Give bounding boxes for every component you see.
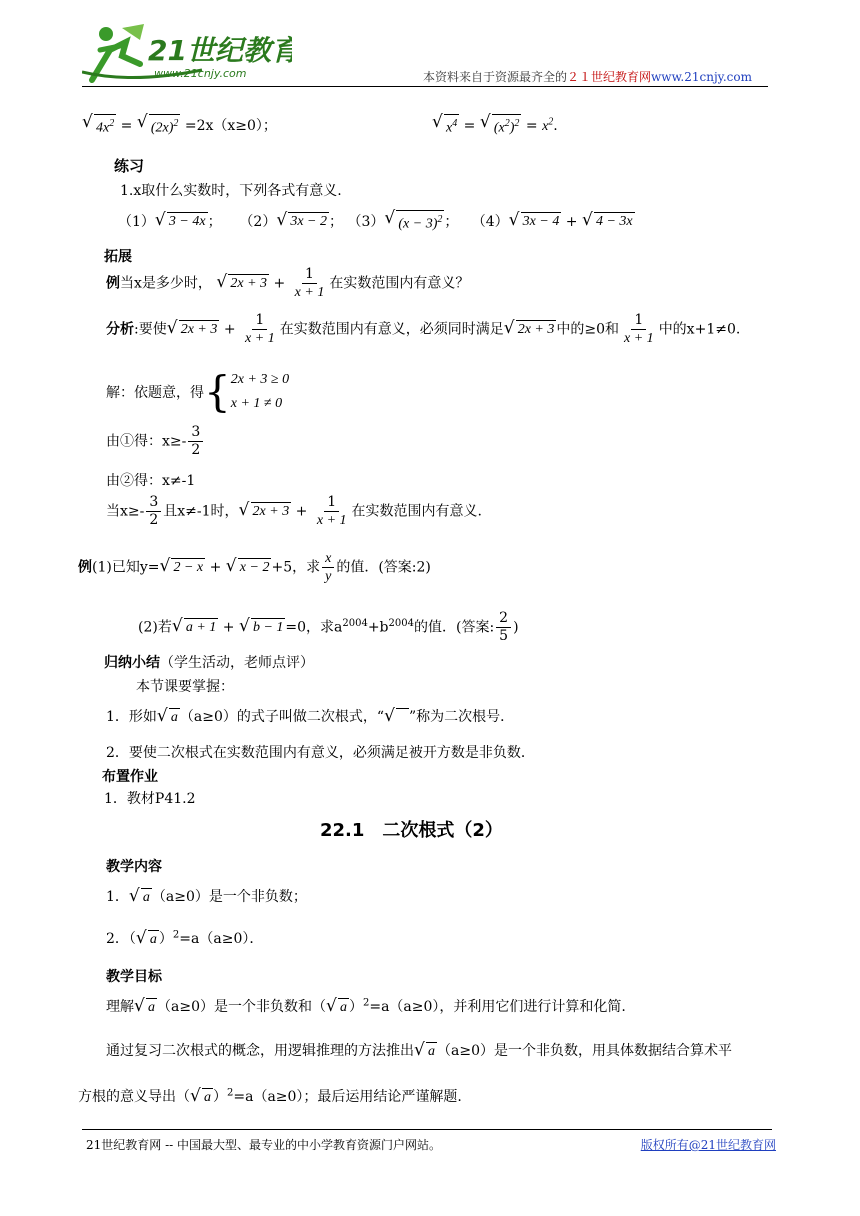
practice-question: 1.x取什么实数时，下列各式有意义. bbox=[120, 183, 342, 199]
practice-options: （1）√ 3 − 4x ； （2）√ 3x − 2 ； （3）√ $(x - 3)^2$ ； （4）√ 3x − 4 + √ 4 − 3x bbox=[118, 210, 635, 234]
extension-solution: 解：依题意，得{ 2x + 3 ≥ 0 x + 1 ≠ 0 bbox=[106, 367, 290, 416]
svg-text:21世纪教育: 21世纪教育 bbox=[148, 34, 292, 67]
section2-title: 22.1 二次根式（2） bbox=[320, 820, 503, 841]
header-url-link[interactable]: www.21cnjy.com bbox=[651, 70, 752, 84]
runner-logo-icon bbox=[82, 20, 292, 86]
header-note-prefix: 本资料来自于资源最齐全的 bbox=[423, 70, 568, 84]
formula-line-1: √ $4x^2$ = √ $(2x)^2 =2x(x\ge 0)$； bbox=[82, 114, 277, 138]
summary-intro: 本节课要掌握： bbox=[136, 679, 234, 695]
goal-heading: 教学目标 bbox=[106, 969, 162, 985]
summary-item-1: 1．形如√ a （a≥0）的式子叫做二次根式，“√ ”称为二次根号． bbox=[106, 706, 514, 727]
example2-part1: 例(1)已知y=√ 2 − x + √ x − 2 +5，求 $\frac{x}{y}$ 的值．(答案:2) bbox=[78, 550, 431, 585]
formula-left-text: =2x（x≥0）； bbox=[184, 117, 277, 134]
extension-heading: 拓展 bbox=[104, 249, 132, 265]
header-site-name[interactable]: ２１世纪教育网 bbox=[567, 70, 652, 84]
site-logo bbox=[82, 20, 292, 86]
header-rule bbox=[82, 86, 768, 87]
extension-analysis: 分析:要使√ 2x + 3 + $\frac{1}{x + 1}$ 在实数范围内有意义，必须同时满足√ 2x + 3 中的≥0和 $\frac{1}{x + 1}$ 中的x+1≠0. bbox=[106, 312, 740, 347]
system-eq-1: 2x + 3 ≥ 0 bbox=[230, 372, 290, 387]
summary-item-2: 2．要使二次根式在实数范围内有意义，必须满足被开方数是非负数． bbox=[106, 745, 535, 761]
footer-copyright-link[interactable]: 版权所有@21世纪教育网 bbox=[640, 1138, 776, 1152]
footer-text: 21世纪教育网 -- 中国最大型、最专业的中小学教育资源门户网站。 bbox=[86, 1138, 442, 1152]
header-note bbox=[423, 68, 752, 85]
system-eq-2: x + 1 ≠ 0 bbox=[230, 396, 283, 411]
paragraph-line-2: 方根的意义导出（√ a ）$^2$=a（a≥0）；最后运用结论严谨解题. bbox=[78, 1086, 462, 1107]
from-eq-1: 由①得：x≥- $\frac{3}{2}$ bbox=[106, 424, 205, 459]
practice-heading: 练习 bbox=[114, 157, 145, 175]
summary-heading: 归纳小结（学生活动，老师点评） bbox=[104, 655, 314, 671]
extension-example: 例当x是多少时， √ 2x + 3 + $\frac{1}{x + 1}$ 在实数范围内有意义？ bbox=[106, 266, 469, 301]
from-eq-2: 由②得：x≠-1 bbox=[106, 473, 196, 489]
formula-line-2: √ $x^4$ = √ $(x^2)^2 = x^2$. bbox=[432, 114, 558, 138]
content-heading: 教学内容 bbox=[106, 859, 162, 875]
footer-rule bbox=[82, 1129, 772, 1130]
homework-heading: 布置作业 bbox=[102, 769, 158, 785]
svg-text:www.21cnjy.com: www.21cnjy.com bbox=[154, 67, 247, 80]
formula-right-end: . bbox=[553, 117, 558, 134]
goal-text: 理解√ a （a≥0）是一个非负数和（√ a ）$^2$=a（a≥0），并利用它们进行计算和化简. bbox=[106, 996, 626, 1017]
content-item-1: 1．√ a （a≥0）是一个非负数； bbox=[106, 886, 307, 907]
example2-part2: (2)若√ a + 1 + √ b − 1 =0，求$a^{2004}+b^{2004}$的值．(答案: $\frac{2}{5}$ ) bbox=[138, 610, 519, 645]
homework-item-1: 1．教材P41.2 bbox=[104, 791, 196, 807]
paragraph-line-1: 通过复习二次根式的概念，用逻辑推理的方法推出√ a （a≥0）是一个非负数，用具体数据结合算术平 bbox=[106, 1040, 732, 1061]
extension-conclusion: 当x≥- $\frac{3}{2}$ 且x≠-1时，√ 2x + 3 + $\frac{1}{x + 1}$ 在实数范围内有意义. bbox=[106, 494, 482, 529]
content-item-2: 2．（√ a ）$^2$=a（a≥0）． bbox=[106, 928, 263, 949]
